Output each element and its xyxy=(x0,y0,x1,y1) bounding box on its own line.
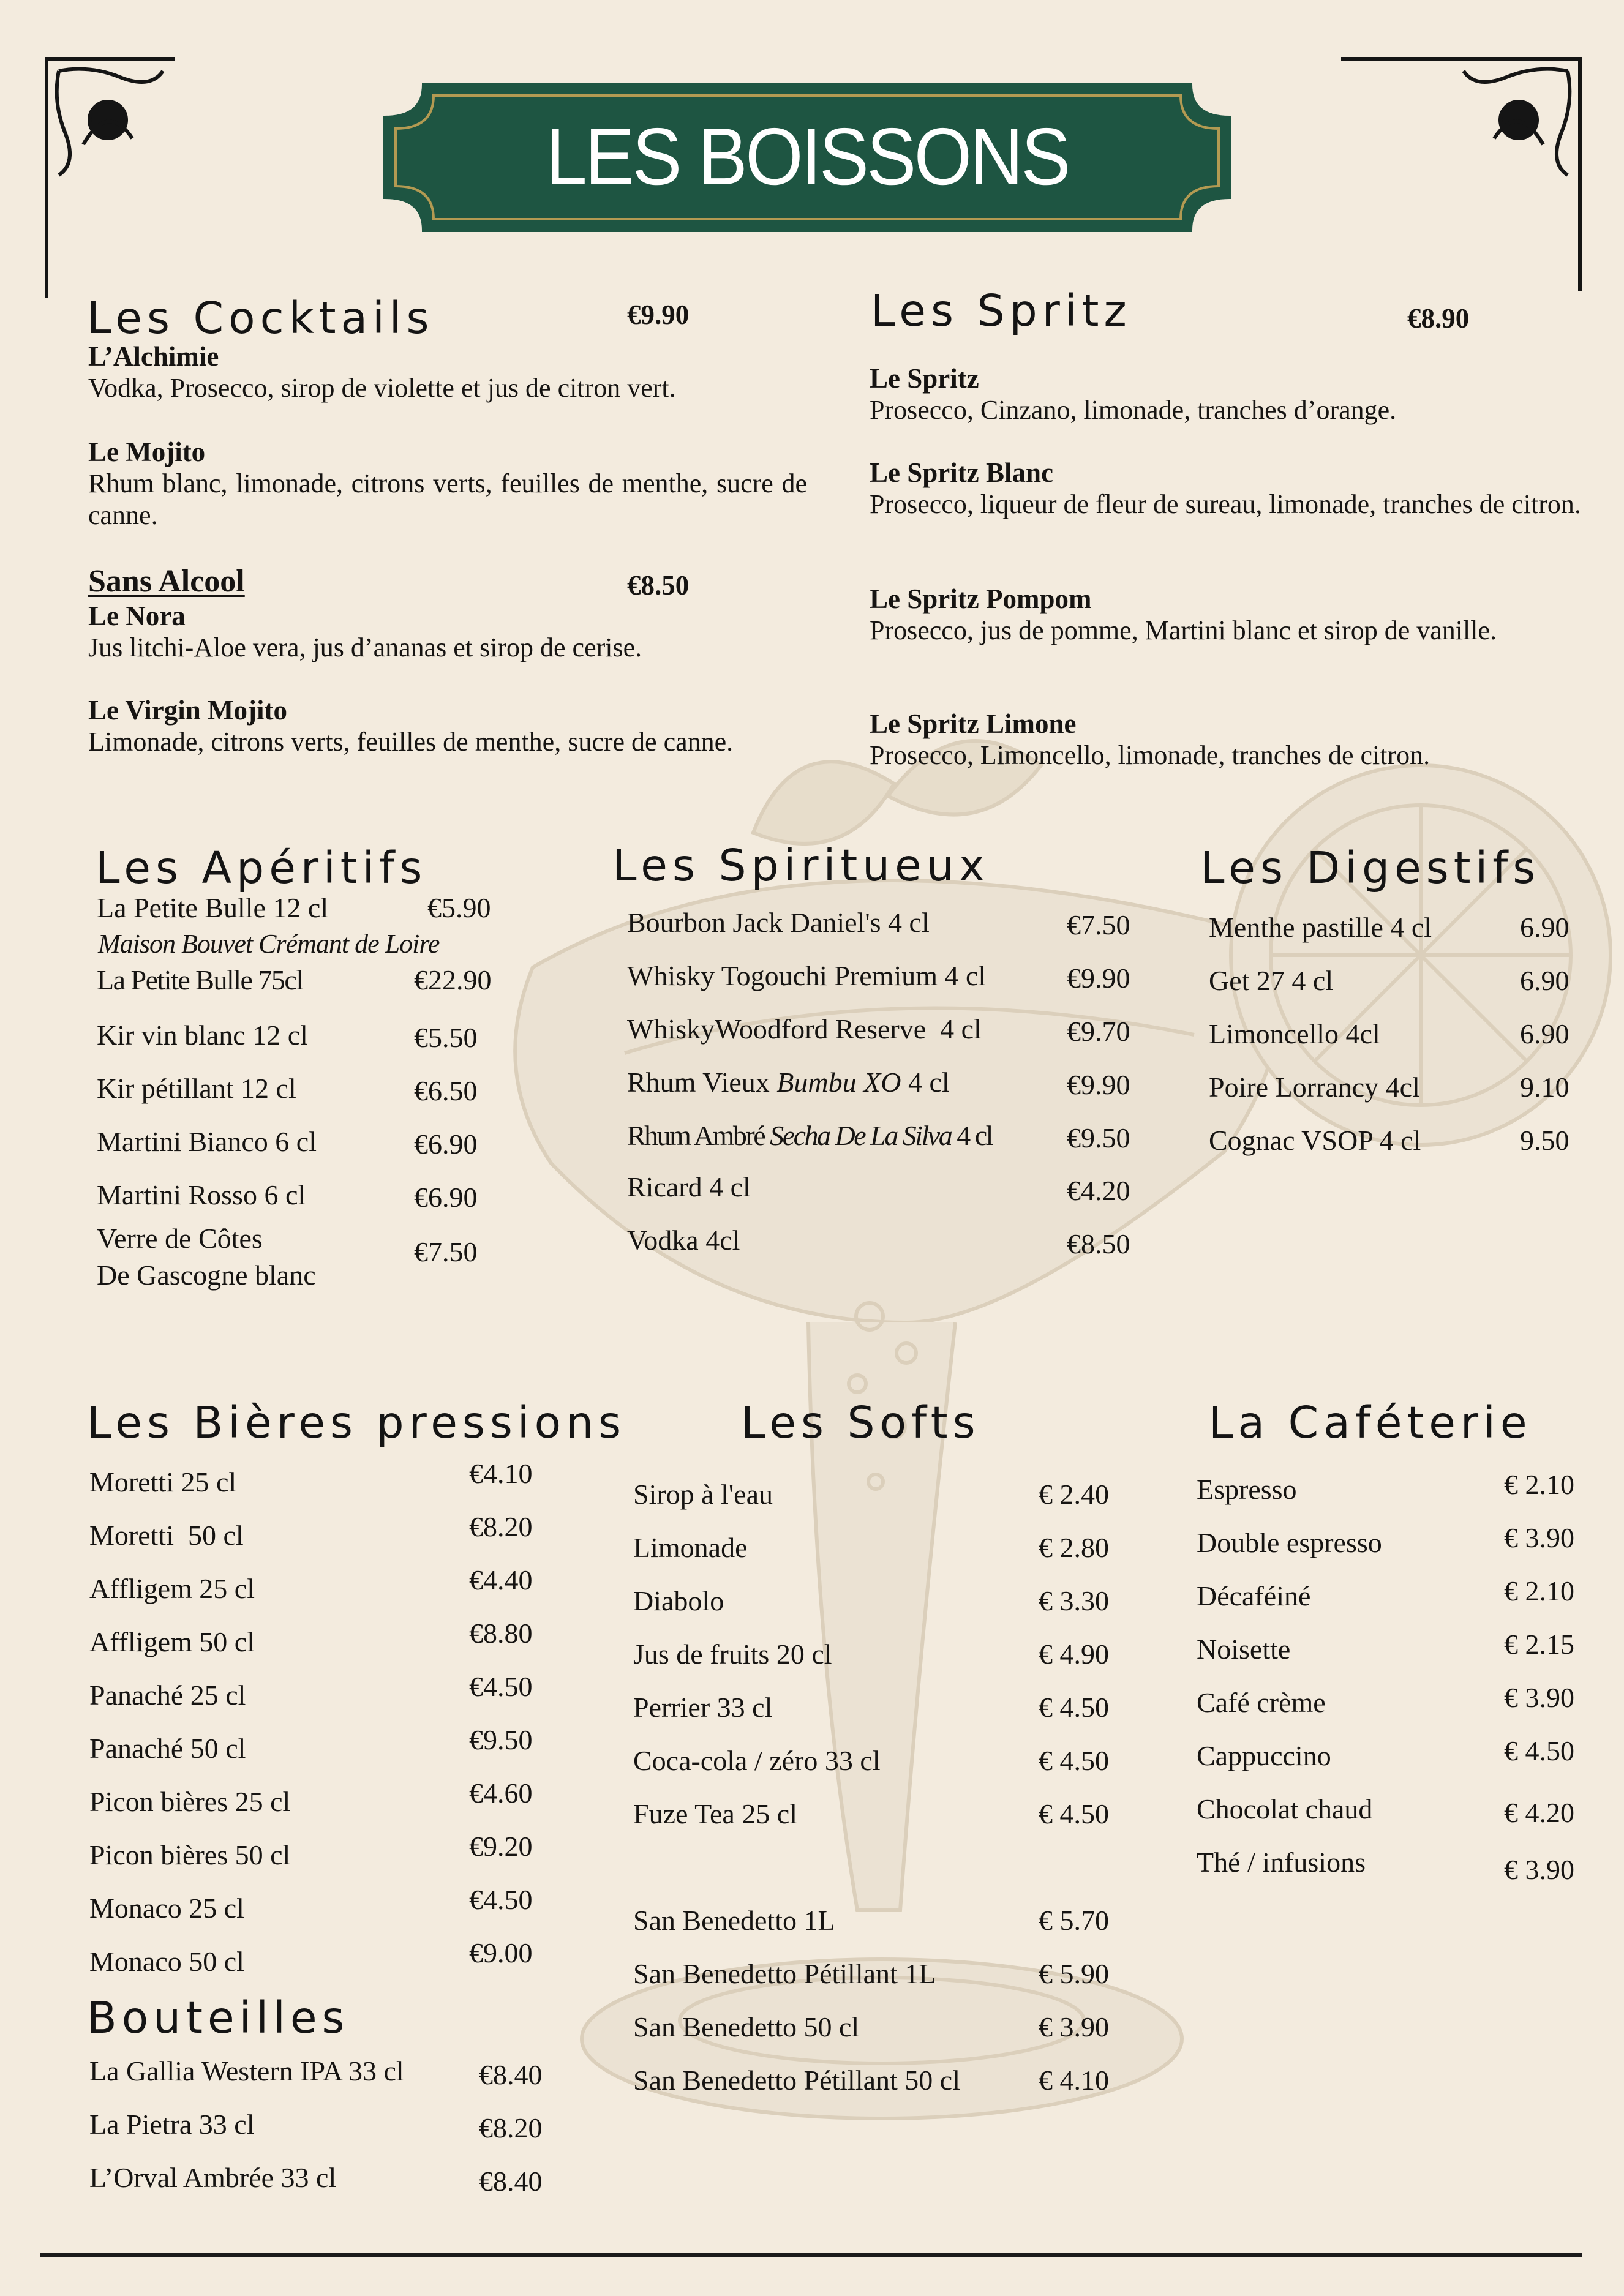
item-desc: Vodka, Prosecco, sirop de violette et jus de citron vert. xyxy=(88,373,676,403)
item-price: €9.50 xyxy=(469,1724,533,1755)
item-desc: Limonade, citrons verts, feuilles de menthe, sucre de canne. xyxy=(88,727,734,757)
item-price: €7.50 xyxy=(1067,909,1130,940)
item-price: €6.50 xyxy=(414,1075,478,1106)
item-desc: Prosecco, jus de pomme, Martini blanc et sirop de vanille. xyxy=(870,615,1497,645)
item-price: €5.50 xyxy=(414,1022,478,1053)
item-name: WhiskyWoodford Reserve 4 cl xyxy=(627,1013,982,1045)
digestifs-list xyxy=(1209,911,1588,1193)
list-item xyxy=(96,964,536,1007)
page-title: LES BOISSONS xyxy=(546,111,1069,201)
list-item xyxy=(96,1179,536,1221)
item-name: Monaco 50 cl xyxy=(89,1946,244,1977)
item-name: Le Nora xyxy=(88,601,186,631)
item-name: Limoncello 4cl xyxy=(1209,1018,1380,1049)
item-name: Rhum Vieux Bumbu XO 4 cl xyxy=(627,1067,950,1098)
list-item xyxy=(633,1478,1135,1521)
spiritueux-list xyxy=(627,906,1154,1298)
item-name: Panaché 25 cl xyxy=(89,1679,246,1711)
item-price: €9.90 xyxy=(1067,962,1130,994)
item-name: Thé / infusions xyxy=(1197,1847,1366,1878)
item-price: 9.10 xyxy=(1520,1071,1569,1103)
list-item xyxy=(89,1831,579,1881)
item-price: € 3.90 xyxy=(1504,1682,1574,1713)
item-name: Bourbon Jack Daniel's 4 cl xyxy=(627,907,930,938)
list-item xyxy=(627,906,1154,949)
item-name: La Pietra 33 cl xyxy=(89,2109,255,2140)
list-item xyxy=(633,2011,1135,2054)
item-name: L’Alchimie xyxy=(88,341,219,372)
list-item xyxy=(627,1171,1154,1214)
list-item xyxy=(89,1511,579,1562)
item-name: San Benedetto Pétillant 50 cl xyxy=(633,2065,961,2096)
item-price: €8.20 xyxy=(469,1511,533,1542)
item-desc: Prosecco, Limoncello, limonade, tranches de citron. xyxy=(870,740,1430,770)
item-name: San Benedetto 1L xyxy=(633,1905,835,1936)
list-item xyxy=(633,1585,1135,1627)
item-name: Sirop à l'eau xyxy=(633,1479,773,1510)
item-name: Le Virgin Mojito xyxy=(88,695,287,726)
item-name: Vodka 4cl xyxy=(627,1225,740,1256)
list-item xyxy=(627,1119,1154,1162)
bouteilles-heading: Bouteilles xyxy=(87,1992,350,2043)
list-item xyxy=(1197,1793,1588,1836)
item-price: € 4.50 xyxy=(1039,1745,1109,1776)
item-price: € 2.15 xyxy=(1504,1629,1574,1660)
item-name: Monaco 25 cl xyxy=(89,1893,244,1924)
item-price: €9.50 xyxy=(1067,1122,1130,1154)
item-name: Poire Lorrancy 4cl xyxy=(1209,1071,1420,1103)
list-item xyxy=(627,1224,1154,1267)
list-item xyxy=(89,1564,579,1615)
item-name: Picon bières 25 cl xyxy=(89,1786,291,1817)
cocktails-heading: Les Cocktails xyxy=(87,293,434,343)
list-item xyxy=(1209,1124,1588,1167)
item-price: 6.90 xyxy=(1520,912,1569,943)
list-item xyxy=(633,1638,1135,1681)
item-name: Get 27 4 cl xyxy=(1209,965,1334,996)
item-desc: Prosecco, liqueur de fleur de sureau, limonade, tranches de citron. xyxy=(870,489,1581,519)
cocktails-price: €9.90 xyxy=(627,299,690,330)
item-price: € 2.10 xyxy=(1504,1575,1574,1607)
item-name: Noisette xyxy=(1197,1634,1291,1665)
item-name: Affligem 25 cl xyxy=(89,1573,255,1604)
item-price: € 3.90 xyxy=(1039,2011,1109,2043)
list-item xyxy=(1197,1682,1588,1729)
item-name: Décaféiné xyxy=(1197,1580,1311,1611)
list-item xyxy=(633,1904,1135,1947)
item-price: € 2.10 xyxy=(1504,1469,1574,1500)
item-name: Le Mojito xyxy=(88,437,206,467)
item-name: Martini Rosso 6 cl xyxy=(97,1179,306,1210)
item-price: 9.50 xyxy=(1520,1125,1569,1156)
item-price: € 4.20 xyxy=(1504,1797,1574,1828)
item-price: € 3.30 xyxy=(1039,1585,1109,1616)
item-name: Panaché 50 cl xyxy=(89,1733,246,1764)
item-price: € 4.90 xyxy=(1039,1638,1109,1670)
list-item xyxy=(633,1691,1135,1734)
item-name: Martini Bianco 6 cl xyxy=(97,1126,317,1157)
item-price: €6.90 xyxy=(414,1128,478,1160)
list-item xyxy=(1197,1735,1588,1782)
item-price: €8.40 xyxy=(479,2166,543,2197)
item-desc: Prosecco, Cinzano, limonade, tranches d’orange. xyxy=(870,395,1397,425)
item-price: € 5.70 xyxy=(1039,1905,1109,1936)
cocktail-item xyxy=(88,600,807,664)
item-name: La Petite Bulle 75cl xyxy=(97,964,303,996)
item-price: €9.90 xyxy=(1067,1069,1130,1100)
item-name: Chocolat chaud xyxy=(1197,1793,1373,1825)
list-item xyxy=(1209,964,1588,1007)
list-item xyxy=(89,1618,579,1668)
list-item xyxy=(633,1744,1135,1787)
list-item xyxy=(1197,1469,1588,1516)
softs-list xyxy=(633,1478,1135,1845)
item-price: €8.50 xyxy=(1067,1228,1130,1259)
item-name: Picon bières 50 cl xyxy=(89,1839,291,1870)
list-item xyxy=(627,1066,1154,1109)
list-item xyxy=(89,2055,579,2098)
item-price: € 3.90 xyxy=(1504,1522,1574,1553)
list-item xyxy=(633,1531,1135,1574)
item-name: Ricard 4 cl xyxy=(627,1171,751,1202)
item-price: €4.50 xyxy=(469,1671,533,1702)
item-price: €4.60 xyxy=(469,1777,533,1809)
title-banner xyxy=(381,81,1233,234)
item-price: €9.70 xyxy=(1067,1016,1130,1047)
spritz-item xyxy=(870,708,1588,771)
corner-ornament-left xyxy=(40,53,181,298)
item-price: €6.90 xyxy=(414,1182,478,1213)
list-item xyxy=(89,2108,579,2151)
item-name-line1: Verre de Côtes xyxy=(97,1223,263,1254)
digestifs-heading: Les Digestifs xyxy=(1200,842,1541,893)
item-price: 6.90 xyxy=(1520,1018,1569,1049)
item-name: Cognac VSOP 4 cl xyxy=(1209,1125,1421,1156)
list-item xyxy=(1209,1018,1588,1060)
item-name-line2: De Gascogne blanc xyxy=(97,1259,316,1291)
list-item xyxy=(1209,911,1588,954)
item-name: Le Spritz xyxy=(870,363,979,394)
item-price: € 4.10 xyxy=(1039,2065,1109,2096)
item-name: Double espresso xyxy=(1197,1527,1382,1558)
list-item xyxy=(633,1798,1135,1840)
list-item xyxy=(89,1724,579,1775)
list-item xyxy=(1197,1575,1588,1623)
aperitifs-list xyxy=(96,891,536,1308)
item-subtitle: Maison Bouvet Crémant de Loire xyxy=(98,929,440,959)
item-price: 6.90 xyxy=(1520,965,1569,996)
item-price: €8.80 xyxy=(469,1618,533,1649)
item-name: Café crème xyxy=(1197,1687,1326,1718)
item-price: €8.20 xyxy=(479,2112,543,2144)
item-name: Moretti 50 cl xyxy=(89,1520,244,1551)
item-price: €4.20 xyxy=(1067,1175,1130,1206)
aperitifs-heading: Les Apéritifs xyxy=(96,842,427,893)
item-name: Le Spritz Limone xyxy=(870,708,1077,739)
item-price: €4.50 xyxy=(469,1884,533,1915)
softs-heading: Les Softs xyxy=(741,1397,980,1448)
item-price: €22.90 xyxy=(414,964,492,996)
item-name: Diabolo xyxy=(633,1585,724,1616)
list-item xyxy=(89,1937,579,1988)
item-name: Whisky Togouchi Premium 4 cl xyxy=(627,960,987,991)
list-item xyxy=(627,1013,1154,1056)
item-price: €4.10 xyxy=(469,1458,533,1489)
item-name: San Benedetto 50 cl xyxy=(633,2011,860,2043)
item-name: San Benedetto Pétillant 1L xyxy=(633,1958,936,1989)
waters-list xyxy=(633,1904,1135,2125)
item-price: € 5.90 xyxy=(1039,1958,1109,1989)
list-item xyxy=(89,2161,579,2204)
list-item xyxy=(89,1884,579,1935)
spritz-price: €8.90 xyxy=(1407,303,1470,334)
item-name: Le Spritz Pompom xyxy=(870,583,1092,614)
item-name: Jus de fruits 20 cl xyxy=(633,1638,832,1670)
item-price: € 3.90 xyxy=(1504,1854,1574,1885)
list-item xyxy=(1197,1629,1588,1676)
list-item xyxy=(89,1777,579,1828)
list-item xyxy=(627,959,1154,1002)
cafeterie-heading: La Caféterie xyxy=(1209,1397,1532,1448)
sans-alcool-price: €8.50 xyxy=(627,570,690,601)
item-desc: Rhum blanc, limonade, citrons verts, feuilles de menthe, sucre de canne. xyxy=(88,468,807,530)
item-desc: Jus litchi-Aloe vera, jus d’ananas et sirop de cerise. xyxy=(88,632,642,662)
item-name: La Gallia Western IPA 33 cl xyxy=(89,2055,404,2087)
bouteilles-list xyxy=(89,2055,579,2226)
item-price: €7.50 xyxy=(414,1236,478,1267)
item-name: La Petite Bulle 12 cl xyxy=(97,892,329,923)
item-name: Coca-cola / zéro 33 cl xyxy=(633,1745,881,1776)
list-item xyxy=(1197,1522,1588,1569)
list-item xyxy=(89,1671,579,1722)
bieres-heading: Les Bières pressions xyxy=(87,1397,626,1448)
list-item xyxy=(96,1072,536,1115)
item-price: €8.40 xyxy=(479,2059,543,2090)
item-name: L’Orval Ambrée 33 cl xyxy=(89,2162,337,2193)
bieres-list xyxy=(89,1458,579,2005)
spritz-item xyxy=(870,457,1588,520)
item-name: Perrier 33 cl xyxy=(633,1692,773,1723)
spritz-heading: Les Spritz xyxy=(871,285,1132,336)
item-name: Limonade xyxy=(633,1532,748,1563)
cafeterie-list xyxy=(1197,1469,1588,1902)
list-item xyxy=(1197,1846,1588,1889)
spritz-item xyxy=(870,583,1588,647)
list-item xyxy=(633,1957,1135,2000)
item-name: Rhum Ambré Secha De La Silva 4 cl xyxy=(627,1120,992,1151)
item-name: Kir vin blanc 12 cl xyxy=(97,1019,308,1051)
item-price: €4.40 xyxy=(469,1564,533,1596)
list-item xyxy=(96,1125,536,1168)
item-name: Affligem 50 cl xyxy=(89,1626,255,1657)
cocktail-item xyxy=(88,340,807,404)
item-name: Moretti 25 cl xyxy=(89,1466,237,1498)
bottom-divider xyxy=(40,2253,1582,2257)
item-name: Fuze Tea 25 cl xyxy=(633,1798,798,1829)
cocktail-item xyxy=(88,436,807,531)
item-price: € 4.50 xyxy=(1039,1798,1109,1829)
list-item xyxy=(89,1458,579,1509)
corner-ornament-right xyxy=(1341,53,1586,298)
item-price: € 4.50 xyxy=(1039,1692,1109,1723)
item-name: Menthe pastille 4 cl xyxy=(1209,912,1432,943)
list-item xyxy=(633,2064,1135,2107)
sans-alcool-heading: Sans Alcool xyxy=(88,564,245,599)
item-price: € 2.80 xyxy=(1039,1532,1109,1563)
item-name: Cappuccino xyxy=(1197,1740,1331,1771)
item-price: € 4.50 xyxy=(1504,1735,1574,1766)
spritz-item xyxy=(870,362,1588,426)
item-name: Espresso xyxy=(1197,1474,1297,1505)
item-price: € 2.40 xyxy=(1039,1479,1109,1510)
cocktail-item xyxy=(88,694,807,758)
item-price: €5.90 xyxy=(427,892,491,923)
item-price: €9.00 xyxy=(469,1937,533,1968)
list-item xyxy=(96,1019,536,1062)
item-name: Kir pétillant 12 cl xyxy=(97,1073,296,1104)
list-item xyxy=(1209,1071,1588,1114)
item-name: Le Spritz Blanc xyxy=(870,457,1053,488)
item-price: €9.20 xyxy=(469,1831,533,1862)
spiritueux-heading: Les Spiritueux xyxy=(612,840,990,891)
